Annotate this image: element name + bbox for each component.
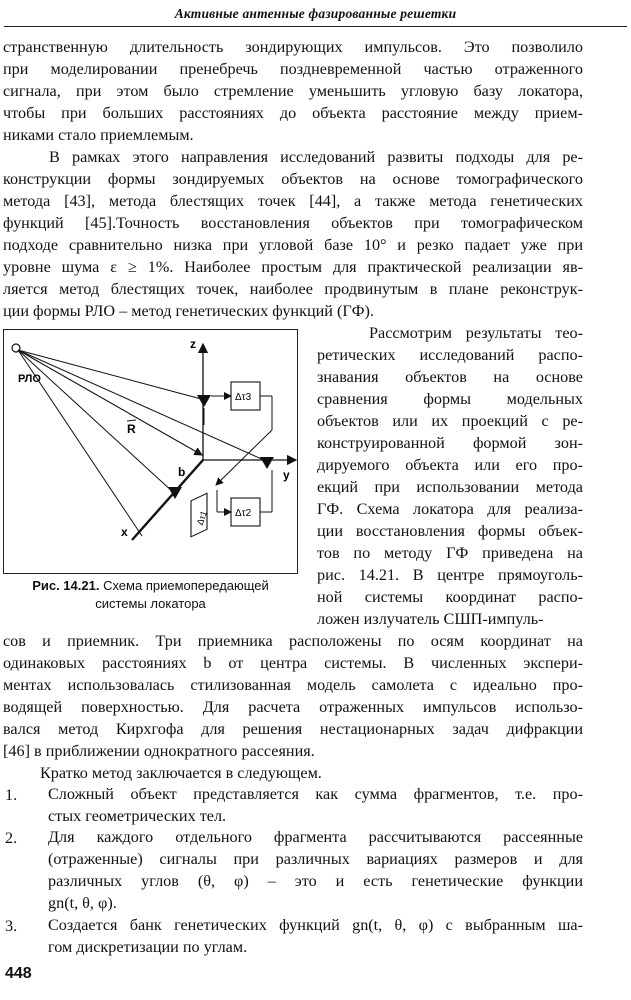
text-line: объектов или их проекций с ре- — [317, 412, 583, 430]
caption-number: Рис. 14.21. — [32, 578, 100, 593]
text-line: гом дискретизации по углам. — [48, 938, 248, 956]
text-line: различных углов (θ, φ) – это и есть генетические функции — [48, 872, 583, 890]
text-line: вался метод Кирхгофа для решения нестационарных задач дифракции — [3, 720, 583, 738]
text-line: стых геометрических тел. — [48, 807, 227, 825]
text-line: ции формы РЛО – метод генетических функций (ГФ). — [3, 302, 374, 320]
text-line: рис. 14.21. В центре прямоуголь- — [317, 566, 583, 584]
label-x: x — [121, 525, 128, 539]
text-line: Рассмотрим результаты тео- — [369, 324, 583, 342]
label-z: z — [190, 337, 196, 351]
text-line: сигнала, при этом было стремление уменьшить угловую базу локатора, — [3, 82, 583, 100]
list-item — [48, 914, 583, 958]
label-b: b — [178, 465, 186, 479]
text-line: ГФ. Схема локатора для реализа- — [317, 500, 583, 518]
paragraph-3-wide — [3, 630, 583, 762]
text-line: ной системы координат распо- — [317, 588, 583, 606]
text-line: функций [45].Точность восстановления объектов при томографическом — [3, 214, 583, 232]
text-line: одинаковых расстояниях b от центра системы. В численных экспери- — [3, 654, 583, 672]
text-line: знавания объектов на основе — [317, 368, 583, 386]
figure-caption — [3, 577, 298, 613]
paragraph-4-text: Кратко метод заключается в следующем. — [40, 764, 322, 782]
text-line: странственную длительность зондирующих импульсов. Это позволило — [3, 38, 583, 56]
text-line: ретических исследований распо- — [317, 346, 583, 364]
text-line: сравнения формы модельных — [317, 390, 583, 408]
text-line: подходе сравнительно низка при угловой базе 10° и резко падает уже при — [3, 236, 583, 254]
text-line: уровне шума ε ≥ 1%. Наиболее простым для практической реализации яв- — [3, 258, 583, 276]
paragraph-2 — [3, 146, 583, 322]
text-line: [46] в приближении однократного рассеяния. — [3, 742, 315, 760]
text-line: конструированной формой зон- — [317, 434, 583, 452]
list-item — [48, 826, 583, 914]
page-number: 448 — [5, 965, 32, 982]
caption-line-1: Схема приемопередающей — [99, 578, 269, 593]
label-y: y — [283, 468, 290, 482]
text-line: В рамках этого направления исследований развиты подходы для ре- — [49, 148, 583, 166]
receiver-y-icon — [260, 457, 274, 469]
text-line: (отраженные) сигналы при различных вариациях размеров и для — [48, 850, 583, 868]
text-line: Создается банк генетических функций gn(t, θ, φ) с выбранным ша- — [48, 916, 583, 934]
locator-diagram — [4, 330, 297, 573]
text-line: gn(t, θ, φ). — [48, 894, 117, 912]
text-line: ложен излучатель СШП-импуль- — [317, 610, 544, 628]
text-line: ляется метод блестящих точек, наиболее продвинутым в плане реконструк- — [3, 280, 583, 298]
text-line: сов и приемник. Три приемника расположены по осям координат на — [3, 632, 583, 650]
text-line: дируемого объекта или его про- — [317, 456, 583, 474]
list-number: 2. — [5, 829, 18, 847]
receiver-z-icon — [197, 395, 211, 407]
running-header — [0, 0, 631, 28]
paragraph-1 — [3, 36, 583, 146]
paragraph-4 — [40, 762, 322, 784]
text-line: тов по методу ГФ приведена на — [317, 544, 583, 562]
text-line: водящей поверхностью. Для расчета отраженных импульсов использо- — [3, 698, 583, 716]
list-number: 1. — [5, 786, 18, 804]
figure-14-21 — [3, 329, 298, 574]
label-rlo: РЛО — [18, 373, 41, 385]
list-item — [48, 783, 583, 827]
tau1-label: Δτ1 — [194, 509, 210, 527]
header-title: Активные антенные фазированные решетки — [174, 6, 457, 21]
text-line: чтобы при больших расстояниях до объекта расстояние между прием- — [3, 104, 583, 122]
text-line: екций при использовании метода — [317, 478, 583, 496]
header-rule — [4, 26, 627, 27]
list-number: 3. — [5, 917, 18, 935]
text-line: при моделировании пренебречь поздневременной частью отраженного — [3, 60, 583, 78]
text-line: конструкции формы зондируемых объектов на основе томографического — [3, 170, 583, 188]
text-line: никами стало приемлемым. — [3, 126, 194, 144]
text-line: Сложный объект представляется как сумма фрагментов, т.е. про- — [48, 785, 583, 803]
text-line: метода [43], метода блестящих точек [44], а также метода генетических — [3, 192, 583, 210]
paragraph-3-narrow — [317, 322, 583, 630]
tau2-label: Δτ2 — [235, 508, 252, 519]
tau3-label: Δτ3 — [235, 392, 252, 403]
text-line: ции восстановления формы объек- — [317, 522, 583, 540]
caption-line-2: системы локатора — [95, 596, 206, 611]
text-line: ментах использовалась стилизованная модель самолета с идеально про- — [3, 676, 583, 694]
ray-r — [18, 350, 202, 455]
text-line: Для каждого отдельного фрагмента рассчитываются рассеянные — [48, 828, 583, 846]
label-r: R — [127, 422, 136, 436]
